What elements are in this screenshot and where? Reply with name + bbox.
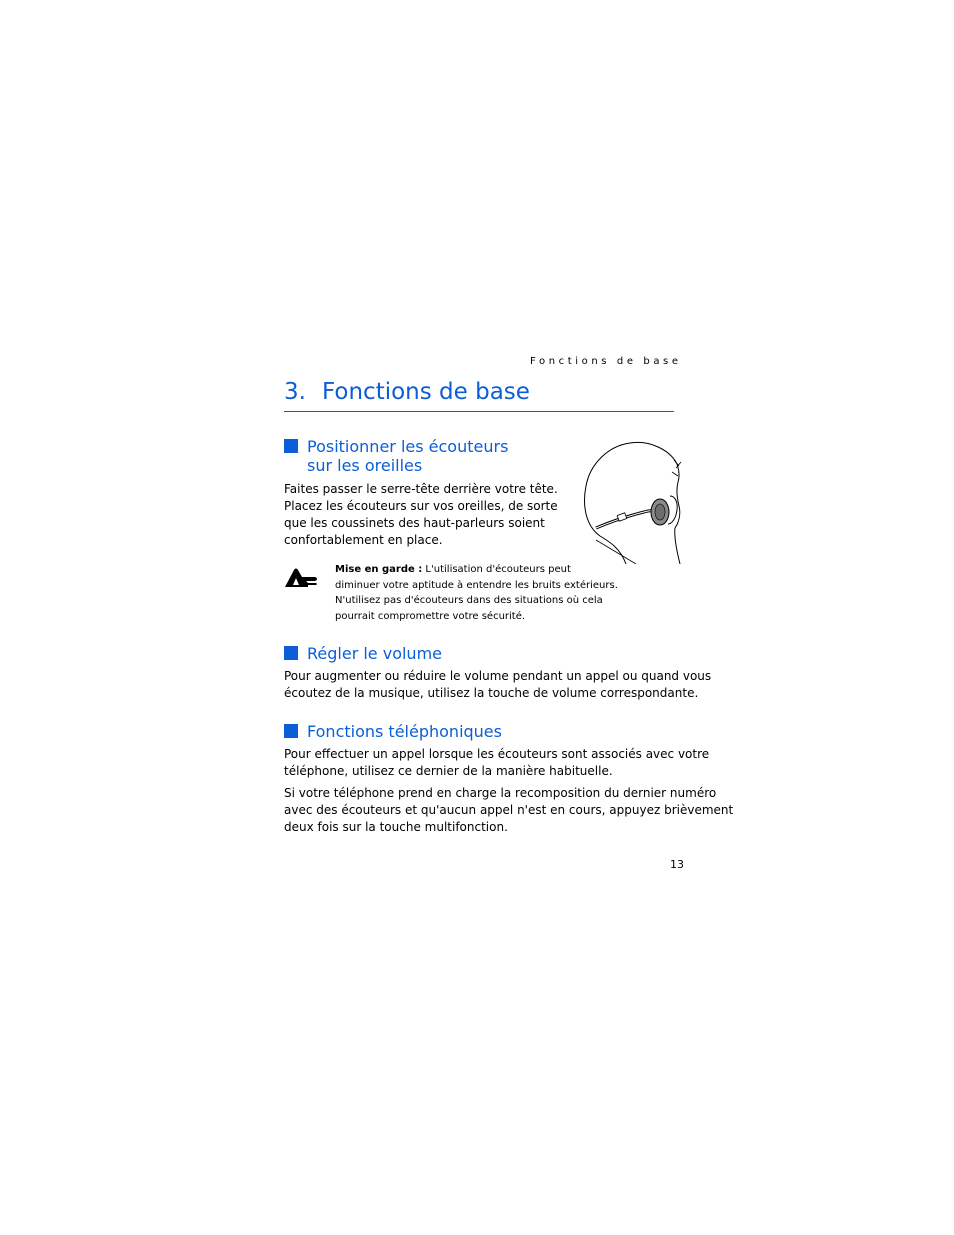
- section-heading-telephoniques: [284, 722, 502, 741]
- text-line: avec des écouteurs et qu'aucun appel n'est en cours, appuyez brièvement: [284, 803, 734, 817]
- paragraph-telephoniques-1: [284, 746, 709, 780]
- paragraph-positionner: [284, 481, 558, 549]
- text-line: Faites passer le serre-tête derrière votre tête.: [284, 482, 558, 496]
- warning-hand-icon: [284, 566, 318, 588]
- chapter-number: 3.: [284, 379, 306, 405]
- text-line: confortablement en place.: [284, 533, 443, 547]
- warning-text-line: N'utilisez pas d'écouteurs dans des situations où cela: [335, 595, 603, 606]
- headset-on-head-illustration: [580, 440, 686, 564]
- section-heading-volume: [284, 644, 442, 663]
- text-line: Placez les écouteurs sur vos oreilles, de sorte: [284, 499, 558, 513]
- warning-text-line: L'utilisation d'écouteurs peut: [422, 564, 571, 575]
- running-header: Fonctions de base: [530, 356, 682, 367]
- section-heading-line: Positionner les écouteurs: [307, 437, 509, 456]
- paragraph-telephoniques-2: [284, 785, 733, 836]
- text-line: Pour augmenter ou réduire le volume pendant un appel ou quand vous: [284, 669, 712, 683]
- section-heading-line: Fonctions téléphoniques: [307, 722, 502, 741]
- chapter-title: [284, 376, 530, 408]
- text-line: téléphone, utilisez ce dernier de la manière habituelle.: [284, 764, 613, 778]
- chapter-title-text: Fonctions de base: [322, 379, 530, 405]
- section-bullet-square: [284, 646, 298, 660]
- text-line: Si votre téléphone prend en charge la recomposition du dernier numéro: [284, 786, 717, 800]
- text-line: deux fois sur la touche multifonction.: [284, 820, 508, 834]
- chapter-rule: [284, 411, 674, 412]
- section-bullet-square: [284, 439, 298, 453]
- warning-text-line: pourrait compromettre votre sécurité.: [335, 610, 526, 622]
- text-line: écoutez de la musique, utilisez la touche de volume correspondante.: [284, 686, 699, 700]
- warning-label: Mise en garde :: [335, 564, 423, 575]
- text-line: que les coussinets des haut-parleurs soient: [284, 516, 545, 530]
- page-number: 13: [670, 858, 684, 871]
- section-heading-line: Régler le volume: [307, 644, 442, 663]
- paragraph-volume: [284, 668, 711, 702]
- text-line: Pour effectuer un appel lorsque les écouteurs sont associés avec votre: [284, 747, 710, 761]
- warning-text-line: diminuer votre aptitude à entendre les bruits extérieurs.: [335, 579, 618, 591]
- section-heading-line: sur les oreilles: [307, 456, 423, 475]
- section-heading-positionner: [284, 437, 508, 475]
- warning-note: [335, 562, 625, 624]
- section-bullet-square: [284, 724, 298, 738]
